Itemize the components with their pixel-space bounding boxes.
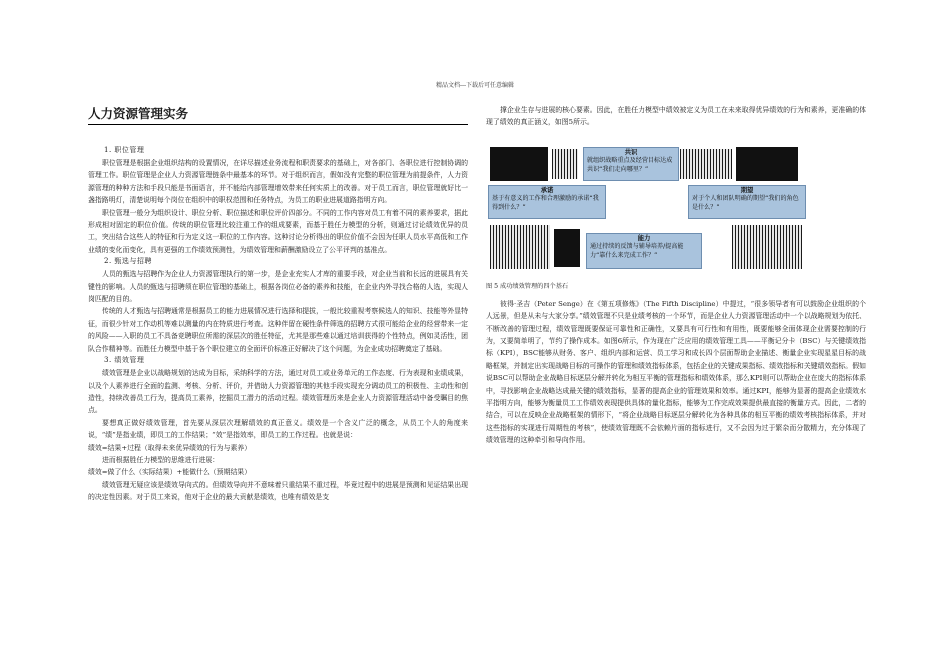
right-column — [486, 104, 866, 447]
formula-1: 绩效=结果+过程（取得未来优异绩效的行为与素养） — [88, 443, 252, 452]
performance-foundations-diagram — [486, 143, 816, 275]
figure-5-caption: 图 5 成功绩效管理的四个基石 — [486, 282, 569, 290]
section-1-heading: 1. 职位管理 — [104, 146, 145, 154]
black-block-top-right — [736, 147, 798, 181]
commitment-title: 承诺 — [540, 186, 554, 194]
expectation-box — [688, 185, 806, 219]
section-2-paragraph-2: 传统的人才甄选与招聘通常是根据员工的能力进展情况进行选择和提拔，一般比较重视考察候选人的知识、技能等外显特征，而很少针对工作动机等难以测量的内在特质进行考查。这种伴留在硬性条件筛选的招聘方式很可能给企业的经营带来一定的风险——入职的员工不具备竞聘职位所需的深层次的胜任特征，尤其是那些难以通过培训获得的个性特点，例如灵活性，团队合作精神等。而胜任力模型中基于各个职位建立的全面评价标准正好解决了这个问题，为企业成功招聘奠定了基础。 — [88, 307, 468, 353]
section-1-paragraph-1: 职位管理是根据企业组织结构的设置情况，在详尽描述业务流程和职责要求的基础上，对各部门、各职位进行控制协调的管理工作。职位管理是企业人力资源管理链条中最基本的环节。对于组织而言，假如没有完整的职位管理为前提条件，人力资源管理的种种方法和手段只能是书面语言，并不能给内部管理增效带来任何实质上的改善。对于员工而言，职位管理就好比一盏指路明灯，清楚说明每个岗位在组织中的职权范围和任务特点，为员工的职业进展道路指明方向。 — [88, 159, 468, 205]
section-1-paragraph-2: 职位管理一般分为组织设计、职位分析、职位描述和职位评价四部分。不同的工作内容对员工有着不同的素养要求，据此形成相对固定的职位价值。传统的职位管理比较注重工作的组成要素，而基于胜任力模型的分析，则通过讨论绩效优异的员工，突出结合这些人的特征和行为定义这一职位的工作内容。这种讨论分析得出的职位价值不会因为任职人员水平高低和工作业绩的变化而变化，具有更强的工作绩效预测性，为绩效管理和薪酬激励设立了公平评判的基准点。 — [88, 208, 468, 254]
capability-text: 通过持续的反馈与辅导培养/提高能力“靠什么来完成工作？” — [590, 243, 684, 259]
section-3-heading: 3. 绩效管理 — [104, 356, 145, 365]
expectation-title: 期望 — [740, 186, 754, 194]
section-2-paragraph-1: 人员的甄选与招聘作为企业人力资源管理执行的第一步，是企业充实人才库的重要手段，对企业当前和长远的进展具有关键性的影响。人员的甄选与招聘须在职位管理的基础上，根据各岗位必备的素养和技能，在企业内外寻找合格的人选，实现人岗匹配的目的。 — [88, 270, 468, 304]
expectation-text: 对于个人和团队明确的期望“我们的角色是什么？” — [692, 195, 799, 211]
section-3-paragraph-4: 绩效管理无疑应该是绩效导向式的。但绩效导向并不意味着只重结果不重过程，毕竟过程中的进展是预测和见证结果出现的决定性因素。对于员工来说，他对于企业的最大贡献是绩效，也唯有绩效是支 — [88, 480, 468, 502]
right-top-paragraph: 撑企业生存与进展的核心要素。因此，在胜任力模型中绩效被定义为员工在未来取得优异绩效的行为和素养，更准确的体现了绩效的真正涵义，如图5所示。 — [486, 106, 866, 127]
stripe-block-top-right — [680, 149, 732, 179]
commitment-box — [488, 185, 606, 219]
left-column — [88, 104, 468, 504]
consensus-title: 共识 — [624, 148, 638, 156]
section-3-paragraph-1: 绩效管理是企业以战略规划的达成为目标，采纳科学的方法，通过对员工或业务单元的工作态度、行为表现和业绩成果，以及个人素养进行全面的监测、考核、分析、评价，并借助人力资源管理的其他手段实现充分调动员工的积极性、主动性和创造性，持续改善员工行为，提高员工素养，挖掘员工潜力的活动过程。绩效管理历来是企业人力资源管理活动中备受瞩目的焦点。 — [88, 369, 468, 415]
stripe-block-bottom-left — [490, 225, 550, 269]
page-title: 人力资源管理实务 — [88, 104, 468, 125]
section-3-paragraph-3: 进而根据胜任力模型的思维进行进展： — [102, 455, 220, 464]
consensus-box — [583, 147, 679, 181]
header-note: 精品文档---下载后可任意编辑 — [435, 82, 515, 89]
black-block-bottom-left — [554, 229, 580, 267]
consensus-text: 就组织战略重点及经营目标达成共识“我们走向哪里？” — [587, 157, 673, 173]
capability-box — [586, 233, 702, 269]
stripe-block-top-left — [552, 149, 578, 179]
capability-title: 能力 — [637, 234, 651, 242]
right-main-paragraph: 彼得·圣吉（Peter Senge）在《第五项修炼》（The Fifth Discipline）中提过，“很多领导者有可以鼓励企业组织的个人远景，但是从未与大家分享。”绩效管理不只是业绩考核的一个环节，而是企业人力资源管理活动中一个以战略规划为依托、不断改善的管理过程，绩效管理既要保证可靠性和正确性，又要具有可行性和有用性，既要能够全面体现企业需要控制的行为，又要简单明了，节约了操作成本。如图6所示，作为现在广泛应用的绩效管理工具——平衡记分卡（BSC）与关键绩效指标（KPI），BSC能够从财务、客户、组织内部和运营、员工学习和成长四个层面帮助企业描述、衡量企业实现星星目标的战略框架，并制定出实现战略目标的可操作的管理和绩效指标体系，包括企业的关键成果指标、绩效指标和关键绩效指标。假如说BSC可以帮助企业战略目标逐层分解并转化为相互平衡的管理指标和绩效体系，那么KPI则可以帮助企业在庞大的指标体系中，寻找影响企业战略达成最关键的绩效指标，显著的提高企业的管理效果和效率。通过KPI，能够为显著的提高企业绩效水平指明方向，能够为衡量员工工作绩效表现提供具体的量化指标，能够为工作完成效果提供最直接的衡量方式。因此，二者的结合，可以在反映企业战略框架的情形下，“将企业战略目标逐层分解转化为各种具体的相互平衡的绩效考核指标体系，并对这些指标的实现进行周期性的考核”，使绩效管理既不会依赖片面的指标进行，又不会因为过于繁杂而分散精力，充分体现了绩效管理的这种牵引和导向作用。 — [486, 299, 866, 445]
commitment-text: 基于有意义的工作和合理激励的承诺“我得到什么？” — [492, 195, 599, 211]
stripe-block-bottom-right — [732, 225, 802, 269]
black-block-top-left — [490, 147, 548, 181]
section-2-heading: 2. 甄选与招聘 — [104, 257, 152, 266]
formula-2: 绩效=做了什么（实际结果）+能做什么（预期结果） — [88, 468, 252, 477]
section-3-paragraph-2: 要想真正做好绩效管理，首先要从深层次理解绩效的真正意义。绩效是一个含义广泛的概念，从员工个人的角度来说，“绩”是指业绩，即员工的工作结果；“效”是指效率，即员工的工作过程。也就是说： — [88, 418, 468, 440]
